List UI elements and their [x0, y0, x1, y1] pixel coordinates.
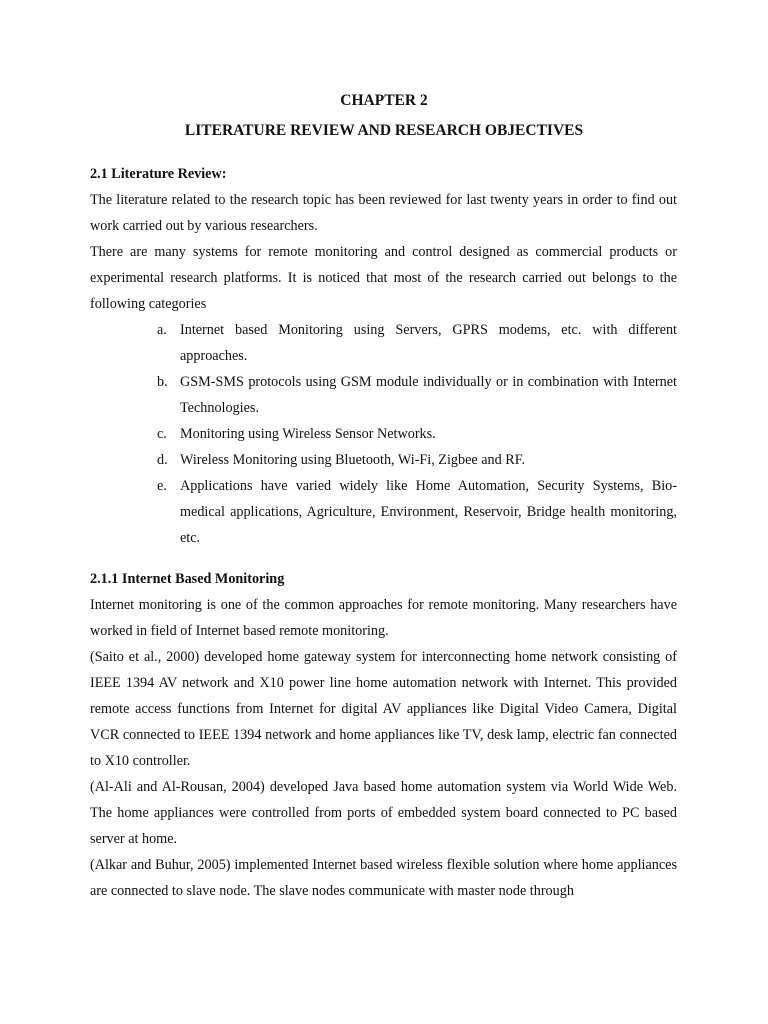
list-item [157, 473, 677, 551]
list-marker: c. [157, 426, 167, 442]
section-heading: 2.1.1 Internet Based Monitoring [90, 571, 285, 587]
list-item-text: Applications have varied widely like Home Automation, Security Systems, Bio-medical applications, Agriculture, Environment, Reservoir, Bridge health monitoring, etc. [180, 478, 677, 546]
list-marker: b. [157, 374, 168, 390]
list-item [157, 317, 677, 369]
list-marker: d. [157, 452, 168, 468]
chapter-title: LITERATURE REVIEW AND RESEARCH OBJECTIVES [184, 122, 584, 139]
list-marker: a. [157, 322, 167, 338]
chapter-number: CHAPTER 2 [340, 92, 428, 109]
paragraph: (Saito et al., 2000) developed home gateway system for interconnecting home network consisting of IEEE 1394 AV network and X10 power line home automation network with Internet. This provided remote access functions from Internet for digital AV appliances like Digital Video Camera, Digital VCR connected to IEEE 1394 network and home appliances like TV, desk lamp, electric fan connected to X10 controller. [90, 649, 677, 769]
paragraph: The literature related to the research topic has been reviewed for last twenty years in order to find out work carried out by various researchers. [90, 192, 677, 234]
section-2-1 [90, 161, 677, 317]
category-list [157, 317, 677, 551]
section-heading: 2.1 Literature Review: [90, 166, 227, 182]
list-item [157, 421, 677, 447]
paragraph: There are many systems for remote monitoring and control designed as commercial products or experimental research platforms. It is noticed that most of the research carried out belongs to the following categories [90, 244, 677, 312]
list-item-text: GSM-SMS protocols using GSM module individually or in combination with Internet Technologies. [180, 374, 677, 416]
paragraph: (Alkar and Buhur, 2005) implemented Internet based wireless flexible solution where home appliances are connected to slave node. The slave nodes communicate with master node through [90, 857, 677, 899]
list-item-text: Monitoring using Wireless Sensor Networks. [180, 426, 436, 442]
paragraph: Internet monitoring is one of the common approaches for remote monitoring. Many researchers have worked in field of Internet based remote monitoring. [90, 597, 677, 639]
paragraph: (Al-Ali and Al-Rousan, 2004) developed Java based home automation system via World Wide Web. The home appliances were controlled from ports of embedded system board connected to PC based server at home. [90, 779, 677, 847]
list-item [157, 369, 677, 421]
list-item [157, 447, 677, 473]
list-item-text: Internet based Monitoring using Servers, GPRS modems, etc. with different approaches. [180, 322, 677, 364]
section-2-1-1 [90, 566, 677, 904]
list-marker: e. [157, 478, 167, 494]
list-item-text: Wireless Monitoring using Bluetooth, Wi-Fi, Zigbee and RF. [180, 452, 526, 468]
